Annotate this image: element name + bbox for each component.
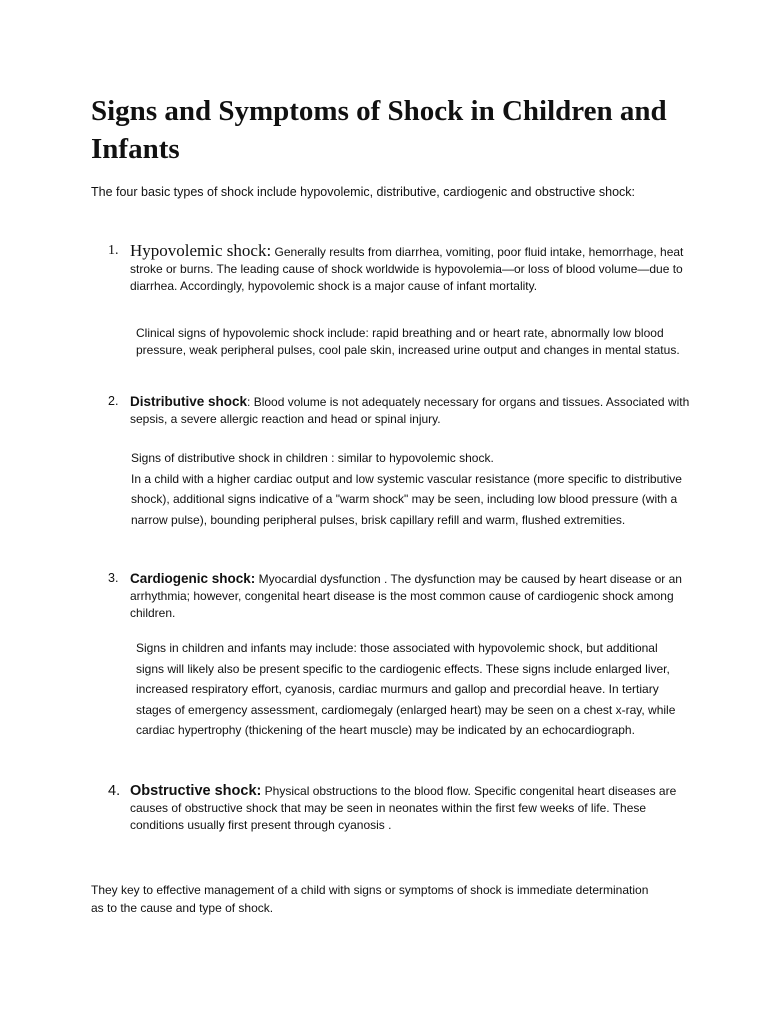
list-number: 2.	[108, 394, 119, 408]
list-item-heading: Cardiogenic shock:	[130, 571, 256, 586]
sub-paragraph-cardiogenic	[136, 638, 686, 741]
list-item-body	[130, 570, 691, 622]
list-item-heading: Distributive shock	[130, 394, 248, 409]
sub-paragraph-text: Signs in children and infants may include: those associated with hypovolemic shock, but additional signs will likely also be present specific to the cardiogenic effects. These signs include enlarged liver, increased respiratory effort, cyanosis, cardiac murmurs and gallop and precordial heave. In tertiary stages of emergency assessment, cardiomegaly (enlarged heart) may be seen on a chest x-ray, while cardiac hypertrophy (thickening of the heart muscle) may be indicated by an echocardiograph.	[136, 641, 676, 737]
intro-paragraph: The four basic types of shock include hypovolemic, distributive, cardiogenic and obstructive shock:	[91, 185, 636, 199]
list-item-text: Myocardial dysfunction . The dysfunction may be caused by heart disease or an arrhythmia; however, congenital heart disease is the most common cause of cardiogenic shock among children.	[130, 572, 682, 620]
list-number: 1.	[108, 243, 119, 258]
list-item-distributive	[91, 393, 691, 428]
sub-paragraph-text: In a child with a higher cardiac output and low systemic vascular resistance (more specific to distributive shock), additional signs indicative of a "warm shock" may be seen, including low blood pressure (with a narrow pulse), bounding peripheral pulses, brisk capillary refill and warm, flushed extremities.	[131, 471, 682, 527]
list-item-text: Generally results from diarrhea, vomiting, poor fluid intake, hemorrhage, heat stroke or burns. The leading cause of shock worldwide is hypovolemia—or loss of blood volume—due to diarrhea. Accordingly, hypovolemic shock is a major cause of infant mortality.	[130, 245, 684, 293]
list-item-cardiogenic	[91, 570, 691, 622]
page-title: Signs and Symptoms of Shock in Children and Infants	[91, 95, 667, 165]
list-item-body	[130, 393, 691, 428]
list-number: 4.	[108, 783, 121, 799]
sub-paragraph-text: Signs of distributive shock in children : similar to hypovolemic shock.	[131, 451, 494, 465]
list-item-text: : Blood volume is not adequately necessary for organs and tissues. Associated with sepsis, a severe allergic reaction and head or spinal injury.	[130, 395, 690, 426]
list-item-heading: Obstructive shock:	[130, 783, 262, 799]
sub-paragraph-hypovolemic	[136, 325, 684, 359]
list-item-body	[130, 783, 691, 834]
sub-paragraph-text: Clinical signs of hypovolemic shock include: rapid breathing and or heart rate, abnormally low blood pressure, weak peripheral pulses, cool pale skin, increased urine output and changes in mental status.	[136, 326, 680, 357]
list-item-body	[130, 242, 691, 295]
closing-paragraph: They key to effective management of a child with signs or symptoms of shock is immediate determination as to the cause and type of shock.	[91, 883, 649, 915]
list-item-obstructive	[91, 783, 691, 834]
sub-paragraph-distributive	[131, 448, 686, 530]
list-number: 3.	[108, 571, 119, 585]
list-item-heading: Hypovolemic shock:	[130, 241, 272, 260]
list-item-hypovolemic	[91, 242, 691, 295]
list-item-text: Physical obstructions to the blood flow. Specific congenital heart diseases are causes of obstructive shock that may be seen in neonates within the first few weeks of life. These conditions usually first present through cyanosis .	[130, 784, 677, 832]
